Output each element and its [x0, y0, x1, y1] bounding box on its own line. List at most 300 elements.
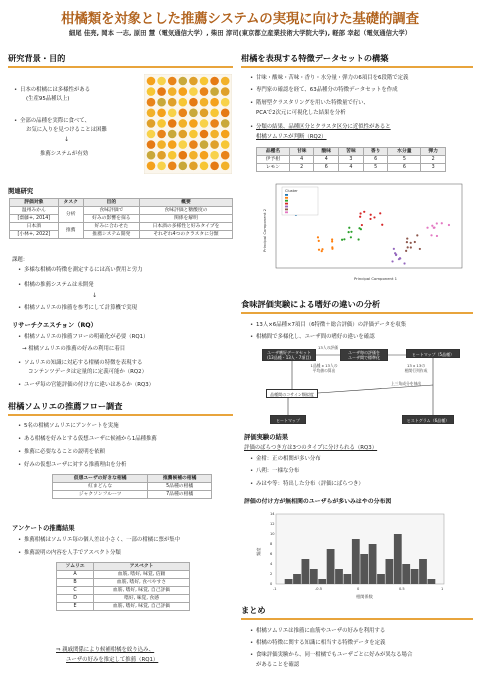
histogram-bar [386, 559, 394, 584]
pca-point [431, 225, 433, 227]
citrus-fruit-icon [168, 162, 177, 171]
histogram-bar [377, 574, 385, 584]
pca-point [391, 260, 393, 262]
histogram-bar [344, 574, 352, 584]
poster-authors: 細尾 佳亮, 岡本 一志, 原田 慧（電気通信大学）, 柴田 淳司(東京都立産業技術大学院大学), 軽部 幸起（電気通信大学） [68, 29, 412, 37]
citrus-fruit-icon [200, 87, 209, 96]
poster-title: 柑橘類を対象とした推薦システムの実現に向けた基礎的調査 [61, 11, 419, 27]
pca-point [406, 241, 408, 243]
histogram-bar [302, 559, 310, 584]
section-heading-feature: 柑橘を表現する特徴データセットの構築 [241, 53, 389, 63]
citrus-fruit-icon [200, 162, 209, 171]
pca-cluster-plot [254, 180, 468, 284]
y-tick-label: 0 [270, 582, 273, 587]
table-cell: ジャクソンフルーツ [53, 491, 148, 499]
pca-point [321, 248, 323, 250]
pca-point [321, 250, 323, 252]
section-underline [241, 66, 473, 68]
rq-bullet-2: • ソムリエの知識に対応する柑橘の特徴を表現する [24, 359, 142, 367]
table-header: 仮想ユーザの好きな柑橘 [53, 475, 148, 483]
y-tick-label: 4 [270, 562, 273, 567]
x-tick-label: -1 [273, 587, 277, 591]
summary-bullet-2: • 柑橘の特徴に関する知識に相当する特徴データを定義 [256, 639, 385, 647]
table-header: ソムリエ [57, 563, 94, 571]
edge-label: 1品種 x 13人の [310, 363, 338, 368]
histogram-bar [352, 539, 360, 584]
citrus-fruit-icon [210, 151, 219, 160]
table-header: 水分量 [388, 148, 421, 156]
citrus-fruit-icon [179, 162, 188, 171]
summary-bullet-3-sub: があることを確認 [256, 662, 300, 668]
citrus-fruit-icon [157, 119, 166, 128]
pca-point [448, 224, 450, 226]
table-cell: [小林+, 2022] [10, 231, 59, 239]
pca-point [403, 262, 405, 264]
feature-bullet-4: • 分類の結果、品種区分とクラスタ区分に近似性があると [256, 123, 391, 131]
legend-swatch [285, 194, 288, 196]
flow-bullet-3: • 推薦に必要なることの説明を依頼 [24, 448, 105, 456]
citrus-fruit-icon [210, 98, 219, 107]
citrus-fruit-icon [221, 119, 230, 128]
issue-bullet-2: • 柑橘の推薦システムは未開発 [24, 281, 94, 289]
citrus-fruit-icon [147, 130, 156, 139]
citrus-fruit-icon [168, 98, 177, 107]
y-tick-label: 12 [270, 522, 275, 527]
legend-swatch [285, 203, 288, 205]
table-cell: 紅まどんな [53, 483, 148, 491]
x-tick-label: 0 [357, 587, 360, 591]
table-cell: 7品種の柑橘 [148, 491, 212, 499]
citrus-fruit-icon [189, 109, 198, 118]
table-cell: 好みの影響を探る [83, 215, 139, 223]
table-cell: 4 [289, 156, 314, 164]
table-header: 推薦候補の柑橘 [148, 475, 212, 483]
citrus-fruit-icon [221, 77, 230, 86]
table-cell: 6 [314, 164, 339, 172]
pca-point [407, 246, 409, 248]
citrus-fruit-icon [210, 87, 219, 96]
citrus-fruit-icon [189, 87, 198, 96]
pca-point [358, 238, 360, 240]
table-header: 概要 [139, 199, 232, 207]
legend-title: Cluster [285, 189, 298, 193]
citrus-fruit-icon [168, 151, 177, 160]
rq-bullet-1-sub: → 柑橘ソムリエの推薦の好みの利用に着目 [22, 346, 126, 352]
pca-point [359, 212, 361, 214]
table-cell: E [57, 603, 94, 611]
table-cell: 6 [388, 164, 421, 172]
table-header: 苦味 [339, 148, 364, 156]
table-header: アスペクト [94, 563, 190, 571]
citrus-fruit-icon [179, 87, 188, 96]
related-work-heading: 関連研究 [8, 188, 34, 195]
pca-point [331, 240, 333, 242]
histogram-y-axis-label: 頻度 [256, 547, 261, 556]
citrus-fruit-icon [189, 140, 198, 149]
citrus-fruit-icon [189, 119, 198, 128]
bg-bullet-2-sub: お気に入りを見つけることは困難 [26, 127, 107, 133]
citrus-variety-image [144, 74, 232, 174]
table-cell: 4 [314, 156, 339, 164]
citrus-fruit-icon [210, 130, 219, 139]
citrus-fruit-icon [189, 98, 198, 107]
table-cell: 好みに合わせた [83, 223, 139, 231]
table-cell: レモン [257, 164, 290, 172]
node-label: ユーザ毎の評価を [348, 350, 380, 355]
citrus-fruit-icon [157, 77, 166, 86]
citrus-fruit-icon [168, 77, 177, 86]
bg-bullet-2: • 全部の品種を実際に食べて、 [20, 117, 90, 125]
section-heading-summary: まとめ [241, 605, 266, 615]
citrus-fruit-icon [200, 109, 209, 118]
table-header: 目的 [83, 199, 139, 207]
section-underline [8, 66, 233, 68]
table-header: タスク [58, 199, 83, 207]
down-arrow-icon: ↓ [64, 136, 70, 143]
citrus-fruit-icon [147, 109, 156, 118]
table-cell: 分析 [58, 207, 83, 223]
edge-label: 相関行列作成 [404, 368, 428, 373]
y-tick-label: 10 [270, 532, 275, 537]
pca-point [318, 240, 320, 242]
pca-point [331, 238, 333, 240]
table-cell: 3 [339, 156, 364, 164]
analysis-flow-diagram [256, 345, 464, 427]
citrus-fruit-icon [210, 119, 219, 128]
citrus-fruit-icon [200, 130, 209, 139]
y-tick-label: 6 [270, 552, 273, 557]
table-header: 評価対象 [10, 199, 59, 207]
pca-point [350, 231, 352, 233]
section-underline [241, 618, 473, 620]
table-cell: 5 [363, 164, 388, 172]
citrus-fruit-icon [157, 109, 166, 118]
citrus-fruit-icon [157, 151, 166, 160]
pca-point [426, 227, 428, 229]
flow-bullet-2: • ある柑橘を好みとする仮想ユーザに候補から1品種推薦 [24, 435, 157, 443]
citrus-fruit-icon [157, 140, 166, 149]
section-heading-taste: 食味評価実験による嗜好の違いの分析 [241, 299, 381, 309]
x-tick-label: 0.5 [399, 587, 405, 591]
histogram-bar [327, 549, 335, 584]
citrus-fruit-icon [147, 87, 156, 96]
histogram-bar [310, 569, 318, 584]
histogram-bar [411, 569, 419, 584]
citrus-fruit-icon [200, 119, 209, 128]
table-cell: 5品種の柑橘 [148, 483, 212, 491]
citrus-fruit-icon [147, 140, 156, 149]
correlation-histogram [252, 508, 452, 600]
aspect-table [56, 562, 190, 611]
citrus-fruit-icon [189, 151, 198, 160]
pca-point [419, 248, 421, 250]
node-label: ユーザ嗜好データセット [267, 350, 311, 355]
pca-point [416, 234, 418, 236]
pca-point [436, 235, 438, 237]
histogram-bar [394, 534, 402, 584]
feature-bullet-1: • 甘味・酸味・苦味・香り・水分量・弾力の6項目を6段階で定義 [256, 74, 408, 82]
citrus-fruit-icon [179, 109, 188, 118]
rq-bullet-3: • ユーザ毎の官能評価の付け方に違いはあるか（RQ3） [24, 381, 154, 389]
citrus-fruit-icon [168, 119, 177, 128]
citrus-fruit-icon [221, 130, 230, 139]
table-cell: 関係を解明 [139, 215, 232, 223]
legend-swatch [285, 200, 288, 202]
plot-area [276, 514, 444, 584]
x-tick-label: 1 [441, 587, 444, 591]
table-cell: それぞれ4つのクラスタに分類 [139, 231, 232, 239]
citrus-fruit-icon [157, 162, 166, 171]
citrus-fruit-icon [147, 151, 156, 160]
issue-bullet-3: • 柑橘ソムリエの推薦を参考にして計算機で実現 [24, 304, 137, 312]
section-underline [8, 414, 233, 416]
pca-x-axis-label: Principal Component 1 [354, 276, 398, 281]
citrus-fruit-icon [168, 87, 177, 96]
table-cell: 血筋, 嗜好, 味覚, 自己評価 [94, 587, 190, 595]
experiment-result-lead: 評価のばらつき方は3つのタイプに分けられる（RQ3） [244, 445, 378, 451]
citrus-fruit-icon [157, 98, 166, 107]
feature-bullet-3-sub: PCAで2次元に可視化した結果を分析 [256, 110, 346, 116]
pca-point [433, 227, 435, 229]
table-cell: 嗜好, 味覚, 食感 [94, 595, 190, 603]
table-cell: 伊予柑 [257, 156, 290, 164]
histogram-bar [419, 559, 427, 584]
citrus-fruit-icon [210, 162, 219, 171]
pca-point [350, 236, 352, 238]
pca-point [398, 258, 400, 260]
histogram-bar [335, 569, 343, 584]
histogram-bar [428, 579, 436, 584]
legend-swatch [285, 209, 288, 211]
pca-point [359, 216, 361, 218]
feature-table [256, 147, 446, 172]
taste-bullet-2: • 柑橘間で多様化し、ユーザ間の嗜好の違いを確認 [256, 333, 375, 341]
citrus-fruit-icon [179, 77, 188, 86]
citrus-fruit-icon [200, 151, 209, 160]
histogram-bar [360, 554, 368, 584]
citrus-fruit-icon [179, 140, 188, 149]
table-cell: 血筋, 嗜好, 食べやすさ [94, 579, 190, 587]
pca-point [331, 248, 333, 250]
pca-y-axis-label: Principal Component 2 [262, 208, 267, 252]
table-header: 弾力 [421, 148, 446, 156]
rq-bullet-2-sub: コンテンツデータは定量的に定義可能か（RQ2） [28, 369, 147, 375]
citrus-fruit-icon [179, 98, 188, 107]
table-cell: 5 [388, 156, 421, 164]
diagram-arrows [256, 345, 464, 427]
bg-bullet-1: • 日本の柑橘には多様性がある [20, 86, 90, 94]
table-cell: 血筋, 嗜好, 味覚, 自己評価 [94, 603, 190, 611]
table-cell: 2 [289, 164, 314, 172]
edge-label: 平均値の算出 [312, 368, 336, 373]
experiment-result-3: • みはや等：特出した分布（評価にばらつき） [256, 480, 364, 488]
pca-point [343, 238, 345, 240]
pca-point [410, 246, 412, 248]
pca-point [361, 224, 363, 226]
section-heading-background: 研究背景・目的 [8, 53, 66, 63]
pca-point [370, 214, 372, 216]
histogram-x-axis-label: 相関係数 [356, 594, 373, 599]
flow-conclusion-1: ⇒ 親戚関係により候補柑橘を絞り込み、 [56, 647, 155, 653]
experiment-result-heading: 評価実験の結果 [244, 434, 289, 441]
histogram-bar [402, 564, 410, 584]
feature-bullet-4-sub: 柑橘ソムリエが判断（RQ2） [256, 134, 327, 140]
citrus-fruit-icon [168, 140, 177, 149]
summary-bullet-3: • 食味評価実験から、同一柑橘でもユーザごとに好みが異なる場合 [256, 651, 412, 659]
rq-heading: リサーチクエスチョン（RQ） [12, 322, 97, 329]
table-cell: 食味評価で [83, 207, 139, 215]
virtual-user-table [52, 474, 212, 499]
survey-result-heading: アンケートの推薦結果 [12, 525, 75, 532]
pca-point [318, 249, 320, 251]
pca-point [430, 234, 432, 236]
feature-bullet-2: • 専門家の確認を経て、63品種分の特徴データセットを作成 [256, 86, 398, 94]
pca-point [393, 248, 395, 250]
citrus-fruit-icon [221, 109, 230, 118]
table-cell: 血筋, 嗜好, 味覚, 信頼 [94, 571, 190, 579]
citrus-fruit-icon [221, 98, 230, 107]
node-label: ユーザ間で標準化 [348, 355, 380, 360]
poster-header [0, 0, 480, 46]
table-cell: 4 [339, 164, 364, 172]
pca-point [348, 227, 350, 229]
rq-bullet-1: • 柑橘ソムリエの推薦フローの明確化が必要（RQ1） [24, 333, 148, 341]
pca-point [441, 222, 443, 224]
citrus-fruit-icon [179, 130, 188, 139]
table-header: 甘味 [289, 148, 314, 156]
table-cell: B [57, 579, 94, 587]
citrus-fruit-icon [189, 77, 198, 86]
y-tick-label: 2 [270, 572, 273, 577]
summary-bullet-1: • 柑橘ソムリエは推薦に血筋やユーザの好みを利用する [256, 627, 385, 635]
node-histogram: ヒストグラム（6品種） [402, 415, 454, 424]
citrus-fruit-icon [200, 77, 209, 86]
citrus-fruit-icon [221, 151, 230, 160]
survey-result-bullet-1: • 推薦柑橘はソムリエ毎の個人差は小さく、一部の柑橘に票が集中 [24, 536, 180, 544]
citrus-fruit-icon [147, 77, 156, 86]
citrus-fruit-icon [147, 162, 156, 171]
table-cell: 温州みかん [10, 207, 59, 215]
table-cell: 推薦システム開発 [83, 231, 139, 239]
legend-swatch [285, 197, 288, 199]
citrus-fruit-icon [200, 98, 209, 107]
histogram-heading: 評価の付け方が無相関のユーザらが多いみはやの分布図 [244, 499, 392, 505]
citrus-fruit-icon [221, 87, 230, 96]
section-underline [241, 312, 473, 314]
table-cell: C [57, 587, 94, 595]
related-work-table [9, 198, 233, 239]
pca-point [381, 224, 383, 226]
citrus-fruit-icon [147, 98, 156, 107]
experiment-result-1: • 金柑：正の相関が多い分布 [256, 455, 321, 463]
table-cell: A [57, 571, 94, 579]
citrus-fruit-icon [189, 130, 198, 139]
pca-point [414, 241, 416, 243]
table-cell: 推薦 [58, 223, 83, 239]
table-header: 酸味 [314, 148, 339, 156]
issue-label: 課題： [12, 257, 29, 263]
histogram-bar [318, 579, 326, 584]
x-tick-label: -0.5 [315, 587, 323, 591]
bg-result: 推薦システムが有効 [40, 151, 88, 157]
section-heading-flow: 柑橘ソムリエの推薦フロー調査 [8, 401, 123, 411]
taste-bullet-1: • 13人×6品種×7項目（6特徴＋総合評価）の評価データを収集 [256, 321, 406, 329]
citrus-fruit-icon [221, 162, 230, 171]
table-cell: 日本酒の多様性と好みタイプを [139, 223, 232, 231]
pca-point [341, 239, 343, 241]
citrus-fruit-icon [168, 109, 177, 118]
citrus-fruit-icon [157, 87, 166, 96]
table-cell: D [57, 595, 94, 603]
pca-point [373, 216, 375, 218]
pca-point [363, 211, 365, 213]
citrus-fruit-icon [168, 130, 177, 139]
down-arrow-icon: ↓ [92, 292, 98, 299]
node-label: (13品種・13人・7項目) [267, 355, 311, 360]
legend-swatch [285, 206, 288, 208]
pca-point [436, 222, 438, 224]
citrus-fruit-icon [200, 140, 209, 149]
flow-bullet-4: • 好みの仮想ユーザに対する推薦理由を分析 [24, 461, 126, 469]
histogram-bar [285, 579, 293, 584]
citrus-fruit-icon [157, 130, 166, 139]
table-cell: 3 [421, 164, 446, 172]
node-heatmap-5: ヒートマップ（5品種） [406, 349, 460, 358]
node-heatmap: ヒートマップ [270, 415, 306, 424]
edge-label: 13 x 13の [406, 363, 426, 368]
pca-point [358, 227, 360, 229]
edge-label: 上三角成分を抽出 [390, 381, 422, 386]
edge-label: 13人の評価 [317, 345, 339, 350]
table-header: 香り [363, 148, 388, 156]
histogram-bar [369, 544, 377, 584]
table-cell: 食味評価と糖酸度の [139, 207, 232, 215]
table-cell: 6 [363, 156, 388, 164]
pca-point [410, 242, 412, 244]
node-cosine-similarity: 品種間のコサイン類似度 [266, 389, 318, 398]
pca-point [369, 218, 371, 220]
citrus-fruit-icon [221, 140, 230, 149]
legend-swatch [285, 211, 288, 213]
citrus-fruit-icon [179, 119, 188, 128]
citrus-fruit-icon [179, 151, 188, 160]
bg-bullet-1-sub: (生産95品種以上) [26, 96, 70, 102]
pca-point [405, 250, 407, 252]
experiment-result-2: • 八朔：一様な分布 [256, 467, 299, 475]
citrus-fruit-icon [210, 109, 219, 118]
flow-bullet-1: • 5名の柑橘ソムリエにアンケートを実施 [24, 422, 119, 430]
pca-point [379, 212, 381, 214]
survey-result-bullet-2: • 推薦説明の内容を人手でアスペクト分類 [24, 549, 121, 557]
table-header: 品種名 [257, 148, 290, 156]
citrus-fruit-icon [210, 77, 219, 86]
citrus-fruit-icon [147, 119, 156, 128]
issue-bullet-1: • 多様な柑橘の特徴を測定するには高い費用と労力 [24, 266, 143, 274]
pca-point [395, 254, 397, 256]
flow-conclusion-2: ユーザの好みを推定して推薦（RQ1） [66, 657, 159, 663]
pca-point [406, 237, 408, 239]
y-tick-label: 8 [270, 542, 273, 547]
table-cell: 日本酒 [10, 223, 59, 231]
citrus-fruit-icon [210, 140, 219, 149]
feature-bullet-3: • 階層型クラスタリングを用いた特徴量で行い、 [256, 99, 369, 107]
citrus-fruit-icon [189, 162, 198, 171]
y-tick-label: 14 [270, 512, 275, 517]
table-cell: 2 [421, 156, 446, 164]
pca-point [348, 231, 350, 233]
table-cell: [齋藤+, 2014] [10, 215, 59, 223]
pca-point [317, 236, 319, 238]
